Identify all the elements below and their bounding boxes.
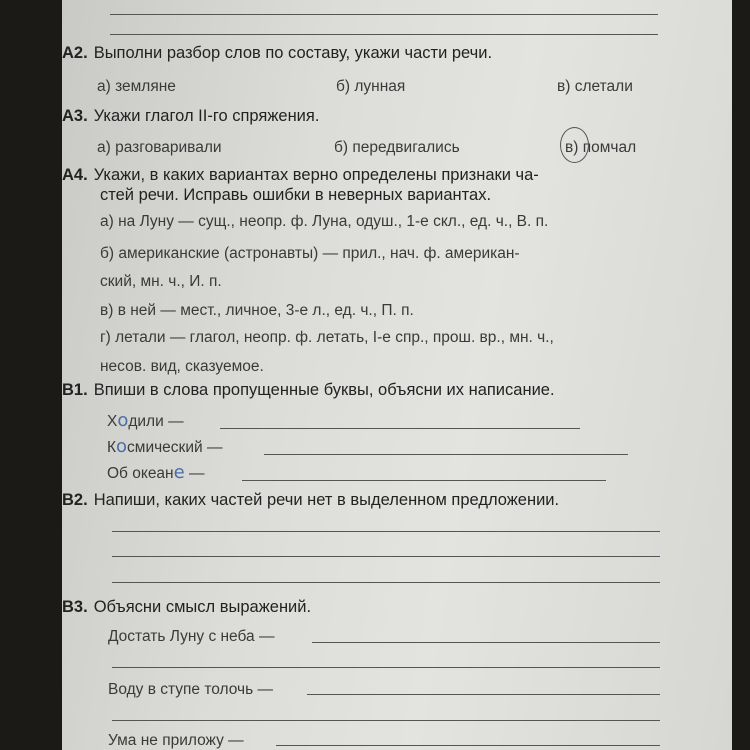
answer-line bbox=[112, 556, 660, 557]
handwritten-letter: о bbox=[116, 436, 128, 457]
word-part: дили — bbox=[128, 413, 184, 430]
answer-line bbox=[242, 480, 606, 481]
word-part: — bbox=[184, 465, 205, 482]
handwritten-letter: е bbox=[173, 462, 185, 483]
a2-option-b: б) лунная bbox=[336, 78, 406, 95]
answer-line bbox=[264, 454, 628, 455]
b1-word bbox=[107, 463, 205, 484]
answer-line bbox=[110, 34, 658, 35]
task-a2-title bbox=[62, 43, 492, 63]
b3-phrase: Достать Луну с неба — bbox=[108, 628, 275, 645]
a4-line: а) на Луну — сущ., неопр. ф. Луна, одуш., 1-е скл., ед. ч., В. п. bbox=[100, 213, 549, 230]
b3-phrase: Ума не приложу — bbox=[108, 732, 244, 749]
answer-line bbox=[220, 428, 580, 429]
word-part: Об океан bbox=[107, 465, 174, 482]
answer-line bbox=[112, 720, 660, 721]
a4-line: б) американские (астронавты) — прил., нач. ф. американ- bbox=[100, 245, 520, 262]
a4-line: в) в ней — мест., личное, 3-е л., ед. ч., П. п. bbox=[100, 302, 414, 319]
a3-option-a: а) разговаривали bbox=[97, 139, 222, 156]
a4-line: ский, мн. ч., И. п. bbox=[100, 273, 222, 290]
a2-option-a: а) земляне bbox=[97, 78, 176, 95]
handwritten-letter: о bbox=[117, 410, 129, 431]
task-text: Укажи глагол II-го спряжения. bbox=[93, 107, 320, 125]
task-a4-title-cont: стей речи. Исправь ошибки в неверных вариантах. bbox=[100, 186, 492, 204]
task-number: B1. bbox=[62, 381, 88, 399]
task-text: Объясни смысл выражений. bbox=[93, 598, 312, 616]
task-a3-title bbox=[62, 106, 319, 126]
task-number: B3. bbox=[62, 598, 88, 616]
worksheet-page bbox=[62, 0, 732, 750]
answer-line bbox=[112, 667, 660, 668]
task-number: A2. bbox=[62, 44, 88, 62]
answer-line bbox=[276, 745, 660, 746]
task-b1-title bbox=[62, 380, 555, 400]
task-text: Укажи, в каких вариантах верно определены признаки ча- bbox=[93, 166, 539, 184]
task-text: Впиши в слова пропущенные буквы, объясни их написание. bbox=[93, 381, 555, 399]
task-number: B2. bbox=[62, 491, 88, 509]
a3-option-b: б) передвигались bbox=[334, 139, 460, 156]
task-b3-title bbox=[62, 597, 311, 617]
task-text: Выполни разбор слов по составу, укажи части речи. bbox=[93, 44, 493, 62]
b1-word bbox=[107, 411, 184, 432]
a3-option-c: в) помчал bbox=[565, 139, 637, 156]
a4-line: г) летали — глагол, неопр. ф. летать, I-е спр., прош. вр., мн. ч., bbox=[100, 329, 554, 346]
answer-line bbox=[112, 582, 660, 583]
word-part: смический — bbox=[127, 439, 223, 456]
task-a4-title bbox=[62, 165, 539, 185]
word-part: Х bbox=[107, 413, 118, 430]
b3-phrase: Воду в ступе толочь — bbox=[108, 681, 274, 698]
task-number: A3. bbox=[62, 107, 88, 125]
task-b2-title bbox=[62, 490, 559, 510]
answer-line bbox=[307, 694, 660, 695]
a4-line: несов. вид, сказуемое. bbox=[100, 358, 264, 375]
task-number: A4. bbox=[62, 166, 88, 184]
a2-option-c: в) слетали bbox=[557, 78, 633, 95]
b1-word bbox=[107, 437, 222, 458]
answer-line bbox=[110, 14, 658, 15]
answer-line bbox=[312, 642, 660, 643]
answer-line bbox=[112, 531, 660, 532]
task-text: Напиши, каких частей речи нет в выделенном предложении. bbox=[93, 491, 560, 509]
answer-circle-mark bbox=[560, 127, 589, 163]
word-part: К bbox=[107, 439, 117, 456]
